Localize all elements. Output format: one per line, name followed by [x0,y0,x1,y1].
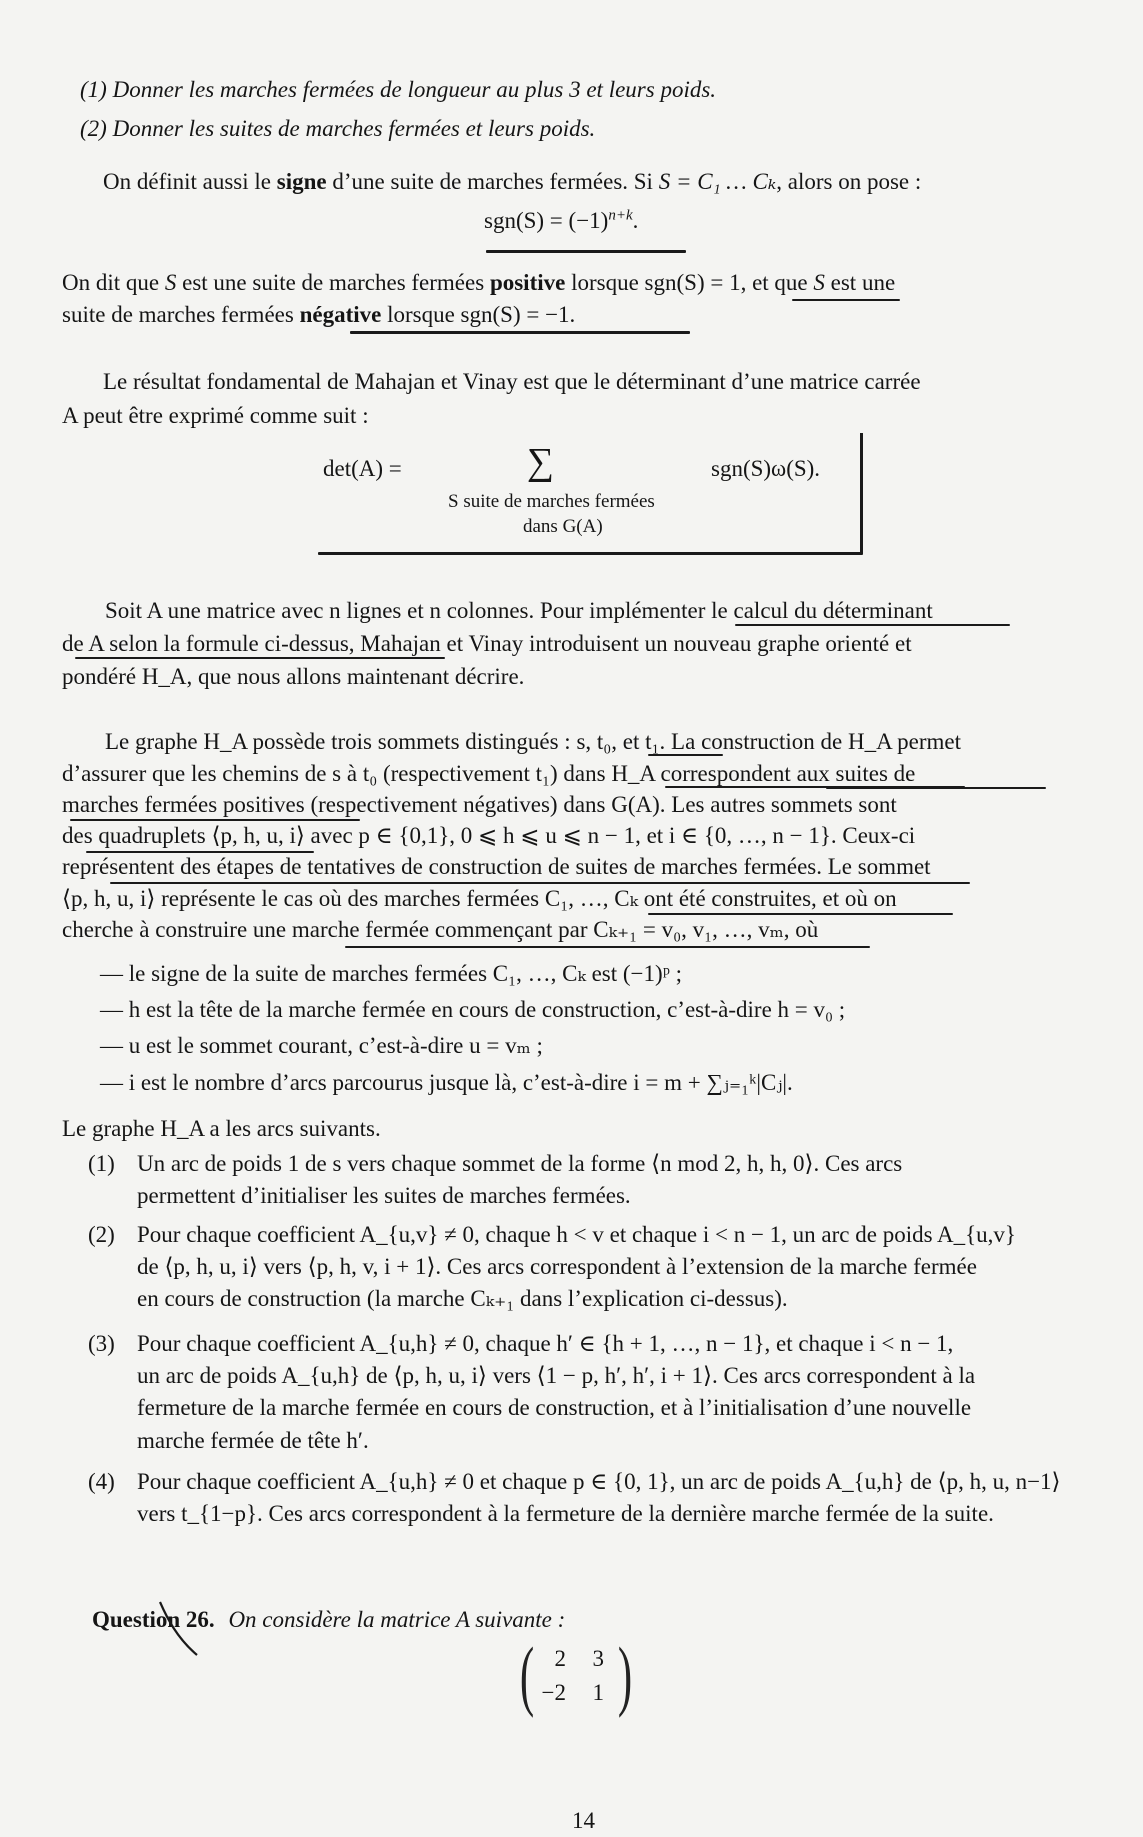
right-paren: ) [617,1631,633,1718]
arcs-intro: Le graphe H_A a les arcs suivants. [62,1116,381,1141]
item-text: Donner les marches fermées de longueur au plus 3 et leurs poids. [112,77,717,102]
handwritten-slash-mark [155,1600,215,1660]
handwritten-underline [70,819,360,821]
bullet-item-3 [100,1030,543,1062]
question-item-1 [80,74,716,106]
math: S = C₁ … Cₖ [658,169,777,194]
para-graphe-line-2: d’assurer que les chemins de s à t₀ (respectivement t₁) dans H_A correspondent aux suites de [62,761,916,786]
page-number: 14 [572,1808,595,1833]
text: est une suite de marches fermées [176,270,490,295]
handwritten-underline [86,851,314,853]
positive-definition-line [62,267,895,299]
text: , alors on pose : [776,169,922,194]
arc-1-line-2: permettent d’initialiser les suites de marches fermées. [137,1183,631,1208]
bullet-item-2 [100,994,845,1026]
text: suite de marches fermées [62,302,300,327]
matrix-cell: 1 [592,1680,604,1705]
handwritten-underline [75,657,445,659]
theorem-line-2: A peut être exprimé comme suit : [62,403,369,428]
det-rhs: sgn(S)ω(S). [711,456,821,481]
para-graphe-line-3: marches fermées positives (respectivement négatives) dans G(A). Les autres sommets sont [62,792,897,817]
arc-3-line-4: marche fermée de tête h′. [137,1428,369,1453]
text: On définit aussi le [103,169,277,194]
det-lhs: det(A) = [323,456,402,481]
handwritten-box-bottom [318,552,863,555]
question-text: On considère la matrice A suivante : [228,1607,566,1632]
arc-label-4: (4) [88,1469,115,1494]
bullet-text: le signe de la suite de marches fermées C₁, …, Cₖ est (−1)ᵖ ; [128,961,682,986]
bold-term: signe [276,169,327,194]
bullet-item-4 [100,1067,793,1099]
dash: — [100,961,123,986]
sign-formula [484,205,638,237]
bullet-text: i est le nombre d’arcs parcourus jusque là, c’est-à-dire i = m + ∑ⱼ₌₁ᵏ|Cⱼ|. [128,1070,793,1095]
handwritten-underline [345,946,870,948]
handwritten-box-side [860,433,863,553]
matrix-cell: 2 [554,1646,566,1671]
dash: — [100,997,123,1022]
arc-3-line-3: fermeture de la marche fermée en cours de construction, et à l’initialisation d’une nouvelle [137,1395,972,1420]
math: S [164,270,177,295]
left-paren: ( [519,1631,535,1718]
handwritten-underline [735,624,1010,626]
theorem-line-1: Le résultat fondamental de Mahajan et Vinay est que le déterminant d’une matrice carrée [103,369,921,394]
question-item-2 [80,113,595,145]
exponent: n+k [608,207,633,224]
math: S [813,270,825,295]
bold-term: positive [489,270,566,295]
bullet-item-1 [100,958,682,990]
matrix-cell: −2 [541,1680,566,1705]
text: . [632,208,639,233]
item-label: (1) [80,77,107,102]
handwritten-underline [350,331,690,334]
formula: sgn(S) = (−1) [484,208,609,233]
arc-1-line-1: Un arc de poids 1 de s vers chaque sommet de la forme ⟨n mod 2, h, h, 0⟩. Ces arcs [137,1151,903,1176]
arc-2-line-2: de ⟨p, h, u, i⟩ vers ⟨p, h, v, i + 1⟩. Ces arcs correspondent à l’extension de la marche fermée [137,1254,977,1279]
handwritten-underline [110,882,970,884]
handwritten-underline [826,787,1046,789]
bold-term: négative [299,302,382,327]
text: lorsque sgn(S) = 1, et que [565,270,814,295]
para-graphe-line-5: représentent des étapes de tentatives de construction de suites de marches fermées. Le sommet [62,854,931,879]
para-graphe-line-7: cherche à construire une marche fermée commençant par Cₖ₊₁ = v₀, v₁, …, vₘ, où [62,917,819,942]
arc-label-3: (3) [88,1331,115,1356]
arc-2-line-3: en cours de construction (la marche Cₖ₊₁ dans l’explication ci-dessus). [137,1286,788,1311]
arc-2-line-1: Pour chaque coefficient A_{u,v} ≠ 0, chaque h < v et chaque i < n − 1, un arc de poids A_{u,v} [137,1222,1016,1247]
question-label: Question 26. [92,1607,215,1632]
para-graphe-line-6: ⟨p, h, u, i⟩ représente le cas où des marches fermées C₁, …, Cₖ ont été construites, et où on [62,886,897,911]
para-soit-line-2: de A selon la formule ci-dessus, Mahajan et Vinay introduisent un nouveau graphe orienté et [62,631,912,656]
para-graphe-line-4: des quadruplets ⟨p, h, u, i⟩ avec p ∈ {0,1}, 0 ⩽ h ⩽ u ⩽ n − 1, et i ∈ {0, …, n − 1}. Ceux-ci [62,823,916,848]
arc-4-line-1: Pour chaque coefficient A_{u,h} ≠ 0 et chaque p ∈ {0, 1}, un arc de poids A_{u,h} de ⟨p, h, u, n−1⟩ [137,1469,1061,1494]
text: d’une suite de marches fermées. Si [326,169,659,194]
handwritten-underline [486,250,686,253]
arc-3-line-2: un arc de poids A_{u,h} de ⟨p, h, u, i⟩ vers ⟨1 − p, h′, h′, i + 1⟩. Ces arcs correspondent à la [137,1363,976,1388]
dash: — [100,1033,123,1058]
handwritten-underline [792,299,900,301]
para-soit-line-1: Soit A une matrice avec n lignes et n colonnes. Pour implémenter le calcul du déterminant [105,598,933,623]
arc-3-line-1: Pour chaque coefficient A_{u,h} ≠ 0, chaque h′ ∈ {h + 1, …, n − 1}, et chaque i < n − 1, [137,1331,954,1356]
handwritten-underline [648,754,723,756]
dash: — [100,1070,123,1095]
bullet-text: h est la tête de la marche fermée en cours de construction, c’est-à-dire h = v₀ ; [128,997,846,1022]
arc-label-2: (2) [88,1222,115,1247]
matrix-cell: 3 [592,1646,604,1671]
para-graphe-line-1: Le graphe H_A possède trois sommets distingués : s, t₀, et t₁. La construction de H_A permet [105,729,962,754]
sign-definition-line [103,166,921,198]
arc-4-line-2: vers t_{1−p}. Ces arcs correspondent à la fermeture de la dernière marche fermée de la suite. [137,1501,994,1526]
text: On dit que [62,270,165,295]
arc-label-1: (1) [88,1151,115,1176]
bullet-text: u est le sommet courant, c’est-à-dire u = vₘ ; [128,1033,543,1058]
sum-subscript-2: dans G(A) [523,516,603,537]
text: est une [824,270,896,295]
negative-definition-line [62,299,575,331]
handwritten-underline [648,913,953,915]
sum-symbol: ∑ [527,441,555,483]
item-text: Donner les suites de marches fermées et leurs poids. [112,116,596,141]
sum-subscript-1: S suite de marches fermées [448,491,655,512]
item-label: (2) [80,116,107,141]
matrix-A [519,1631,650,1720]
text: lorsque sgn(S) = −1. [381,302,576,327]
para-soit-line-3: pondéré H_A, que nous allons maintenant décrire. [62,664,525,689]
